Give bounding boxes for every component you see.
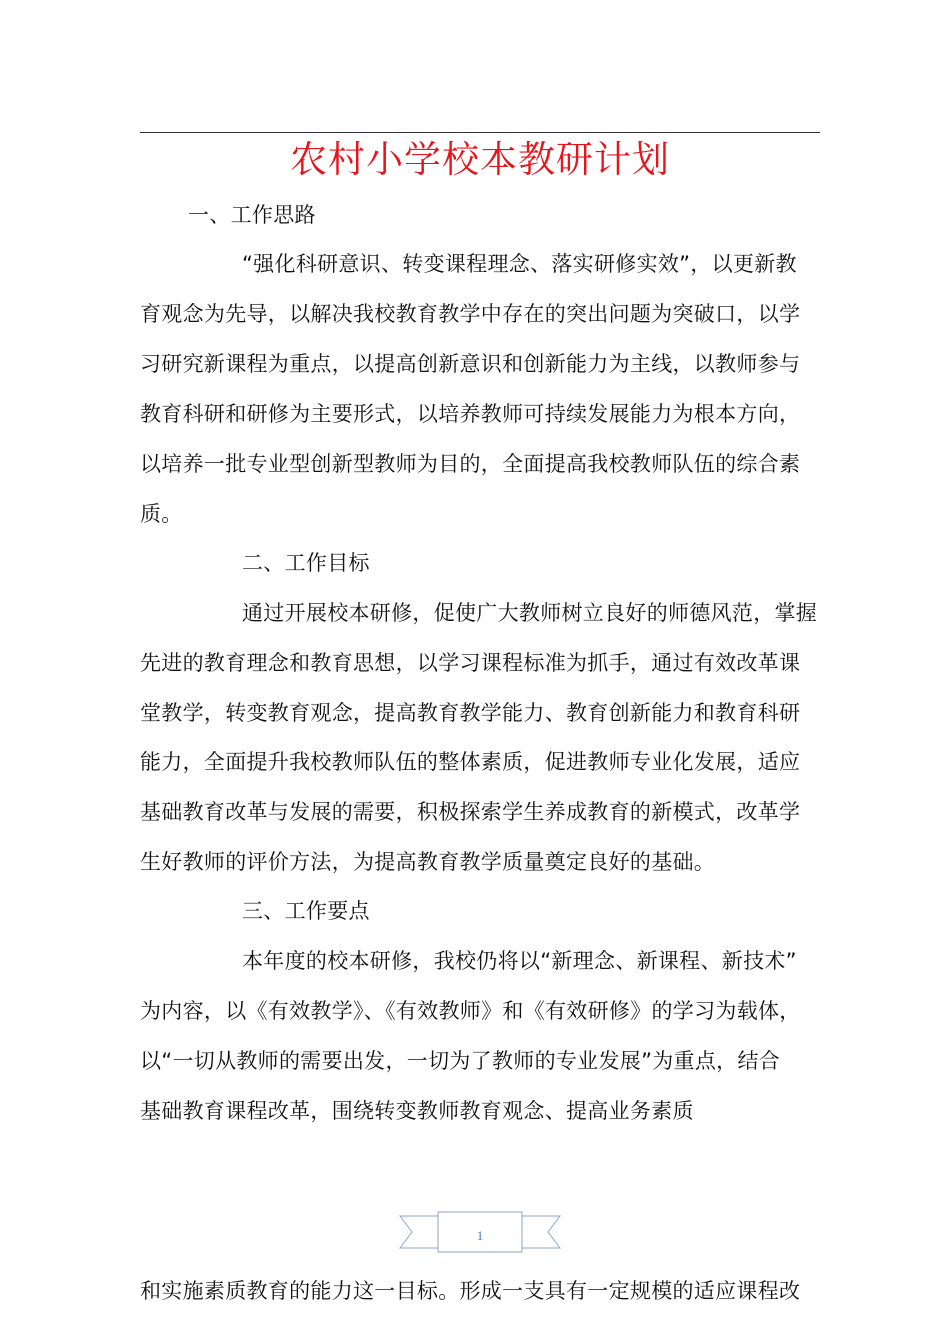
paragraph-line: 以培养一批专业型创新型教师为目的，全面提高我校教师队伍的综合素 bbox=[140, 452, 801, 476]
paragraph-line: 基础教育课程改革，围绕转变教师教育观念、提高业务素质 bbox=[140, 1099, 694, 1123]
section-heading-1: 一、工作思路 bbox=[188, 203, 316, 227]
paragraph-line: 教育科研和研修为主要形式，以培养教师可持续发展能力为根本方向， bbox=[140, 402, 801, 426]
paragraph-line: 生好教师的评价方法，为提高教育教学质量奠定良好的基础。 bbox=[140, 850, 716, 874]
paragraph-line: 通过开展校本研修，促使广大教师树立良好的师德风范，掌握 bbox=[242, 601, 818, 625]
paragraph-line: 基础教育改革与发展的需要，积极探索学生养成教育的新模式，改革学 bbox=[140, 800, 801, 824]
header-rule bbox=[140, 132, 820, 133]
page-number: 1 bbox=[476, 1228, 484, 1243]
section-heading-2: 二、工作目标 bbox=[242, 551, 370, 575]
paragraph-line: “强化科研意识、转变课程理念、落实研修实效”，以更新教 bbox=[242, 252, 797, 276]
paragraph-line: 育观念为先导，以解决我校教育教学中存在的突出问题为突破口，以学 bbox=[140, 302, 801, 326]
paragraph-line: 以“一切从教师的需要出发，一切为了教师的专业发展”为重点，结合 bbox=[140, 1049, 781, 1073]
section-heading-3: 三、工作要点 bbox=[242, 899, 370, 923]
paragraph-line: 为内容，以《有效教学》、《有效教师》和《有效研修》的学习为载体， bbox=[140, 999, 801, 1023]
document-title: 农村小学校本教研计划 bbox=[290, 138, 670, 181]
paragraph-line: 能力，全面提升我校教师队伍的整体素质，促进教师专业化发展，适应 bbox=[140, 750, 801, 774]
paragraph-line: 习研究新课程为重点，以提高创新意识和创新能力为主线，以教师参与 bbox=[140, 352, 801, 376]
paragraph-line: 质。 bbox=[140, 502, 183, 526]
paragraph-line: 堂教学，转变教育观念，提高教育教学能力、教育创新能力和教育科研 bbox=[140, 701, 801, 725]
paragraph-line: 本年度的校本研修，我校仍将以“新理念、新课程、新技术” bbox=[242, 949, 797, 973]
paragraph-line: 和实施素质教育的能力这一目标。形成一支具有一定规模的适应课程改 bbox=[140, 1279, 801, 1303]
paragraph-line: 先进的教育理念和教育思想，以学习课程标准为抓手，通过有效改革课 bbox=[140, 651, 801, 675]
